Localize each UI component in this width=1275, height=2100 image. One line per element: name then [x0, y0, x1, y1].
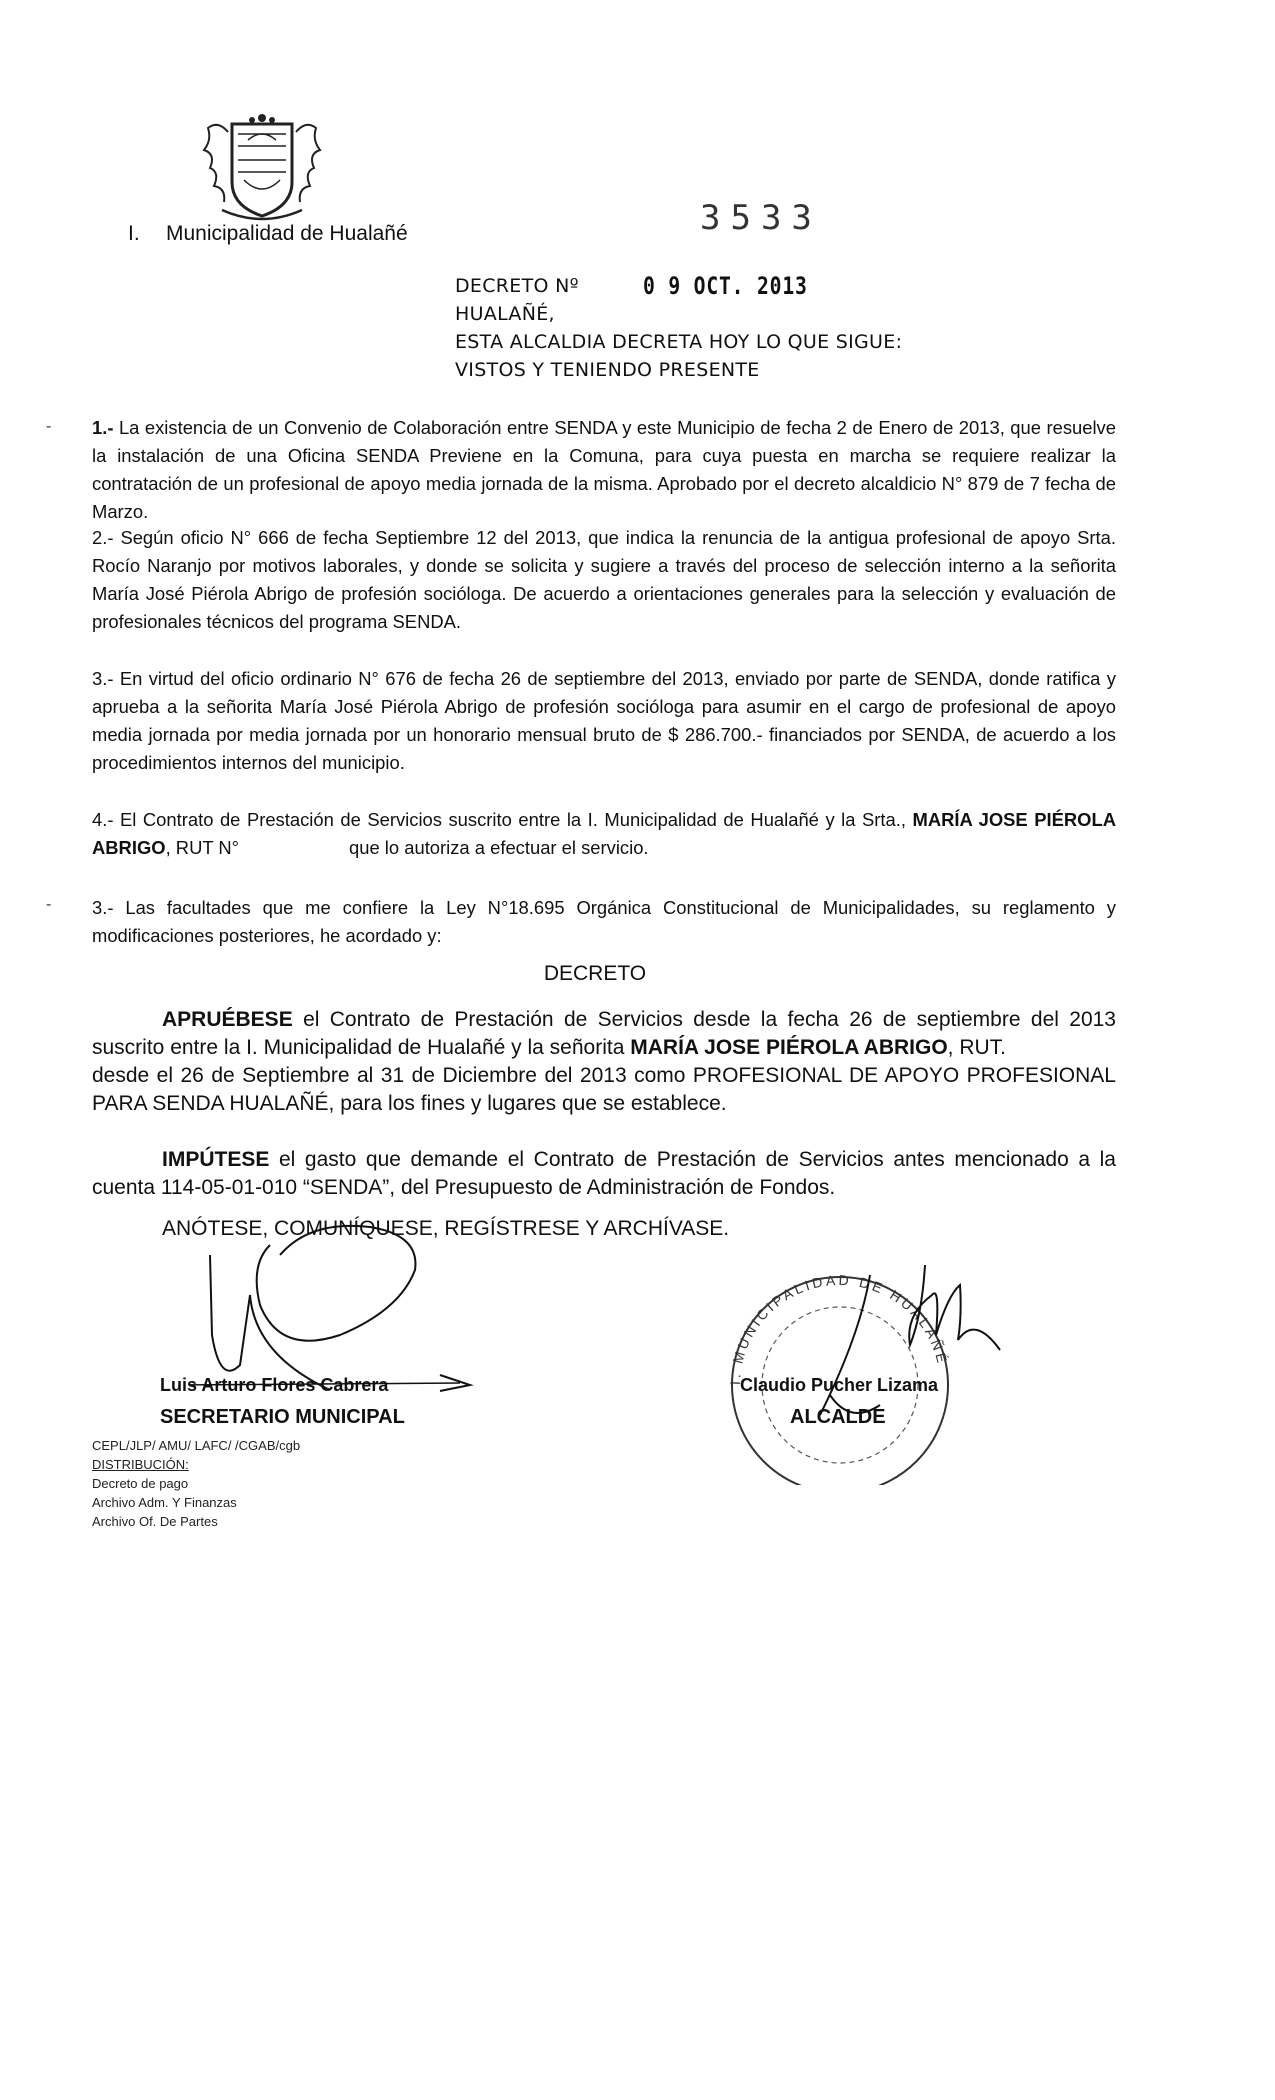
consideration-3: 3.- En virtud del oficio ordinario N° 676 de fecha 26 de septiembre del 2013, enviado por parte de SENDA, donde ratifica y aprueba a la señorita María José Piérola Abrigo de profesión socióloga para asumir en el cargo de profesional de apoyo media jornada por media jornada por un honorario mensual bruto de $ 286.700.- financiados por SENDA, de acuerdo a los procedimientos internos del municipio.	[92, 668, 1116, 773]
consideration-1-number: 1.-	[92, 417, 114, 438]
mayor-title: ALCALDE	[790, 1406, 886, 1428]
footer-initials: CEPL/JLP/ AMU/ LAFC/ /CGAB/cgb	[92, 1438, 301, 1453]
approve-rut-label: , RUT.	[947, 1036, 1007, 1059]
distribution-item: Decreto de pago	[92, 1476, 189, 1491]
resolution-approve	[92, 1006, 1116, 1118]
header-vistos-line: VISTOS Y TENIENDO PRESENTE	[455, 359, 760, 381]
impute-keyword: IMPÚTESE	[162, 1148, 270, 1171]
margin-dash-mark: -	[46, 418, 52, 435]
margin-dash-mark-2: -	[46, 896, 52, 913]
decreto-title: DECRETO	[543, 962, 647, 985]
distribution-item: Archivo Of. De Partes	[92, 1514, 218, 1529]
svg-text:I. MUNICIPALIDAD DE HUALAÑÉ	[727, 1272, 951, 1385]
mayor-name: Claudio Pucher Lizama	[740, 1375, 939, 1395]
impute-text: el gasto que demande el Contrato de Prestación de Servicios antes mencionado a la cuenta 114-05-01-010 “SENDA”, del Presupuesto de Administración de Fondos.	[92, 1148, 1116, 1199]
decree-date-stamp: 0 9 OCT. 2013	[642, 272, 808, 300]
consideration-4-text-a: 4.- El Contrato de Prestación de Servicios suscrito entre la I. Municipalidad de Hualañé y la Srta.,	[92, 809, 906, 830]
municipal-crest-logo	[198, 110, 326, 226]
seal-text: I. MUNICIPALIDAD DE HUALAÑÉ	[726, 1271, 952, 1386]
distribution-item: Archivo Adm. Y Finanzas	[92, 1495, 237, 1510]
municipality-heading	[128, 222, 408, 246]
decree-header	[455, 272, 902, 384]
approve-text-a: el Contrato de Prestación de Servicios desde la fecha 26 de septiembre del 2013 suscrito entre la I. Municipalidad de Hualañé y la señorita	[92, 1008, 1116, 1059]
secretary-title: SECRETARIO MUNICIPAL	[160, 1406, 405, 1428]
consideration-1	[92, 414, 1116, 526]
consideration-4-name: MARÍA JOSE PIÉROLA ABRIGO	[92, 809, 1116, 858]
header-place: HUALAÑÉ,	[455, 303, 555, 325]
approve-name: MARÍA JOSE PIÉROLA ABRIGO	[630, 1036, 948, 1059]
consideration-2: 2.- Según oficio N° 666 de fecha Septiembre 12 del 2013, que indica la renuncia de la antigua profesional de apoyo Srta. Rocío Naranjo por motivos laborales, y donde se solicita y sugiere a través del proceso de selección interno a la señorita María José Piérola Abrigo de profesión socióloga. De acuerdo a orientaciones generales para la selección y evaluación de profesionales técnicos del programa SENDA.	[92, 527, 1116, 632]
distribution-label: DISTRIBUCIÓN:	[92, 1457, 189, 1472]
municipality-name: Municipalidad de Hualañé	[166, 222, 408, 245]
decree-stamp-number: 3533	[700, 198, 822, 238]
consideration-5: 3.- Las facultades que me confiere la Ley N°18.695 Orgánica Constitucional de Municipalidades, su reglamento y modificaciones posteriores, he acordado y:	[92, 897, 1116, 946]
consideration-4-rut-label: , RUT N°	[165, 837, 240, 858]
resolution-impute	[92, 1146, 1116, 1202]
closing-formula: ANÓTESE, COMUNÍQUESE, REGÍSTRESE Y ARCHÍVASE.	[162, 1217, 730, 1240]
secretary-name: Luis Arturo Flores Cabrera	[160, 1375, 389, 1395]
municipal-seal-stamp	[700, 1255, 1030, 1485]
consideration-4-text-c: que lo autoriza a efectuar el servicio.	[349, 837, 649, 858]
header-decrees-line: ESTA ALCALDIA DECRETA HOY LO QUE SIGUE:	[455, 331, 903, 353]
roman-numeral: I.	[128, 222, 140, 245]
approve-keyword: APRUÉBESE	[162, 1008, 293, 1031]
footer-block	[92, 1436, 300, 1531]
approve-text-c: desde el 26 de Septiembre al 31 de Diciembre del 2013 como PROFESIONAL DE APOYO PROFESIONAL PARA SENDA HUALAÑÉ, para los fines y lugares que se establece.	[92, 1064, 1116, 1115]
consideration-4	[92, 806, 1116, 862]
consideration-1-text: La existencia de un Convenio de Colaboración entre SENDA y este Municipio de fecha 2 de Enero de 2013, que resuelve la instalación de una Oficina SENDA Previene en la Comuna, para cuya puesta en marcha se requiere realizar la contratación de un profesional de apoyo media jornada de la misma. Aprobado por el decreto alcaldicio N° 879 de 7 fecha de Marzo.	[92, 417, 1116, 522]
decree-label: DECRETO Nº	[455, 275, 579, 297]
